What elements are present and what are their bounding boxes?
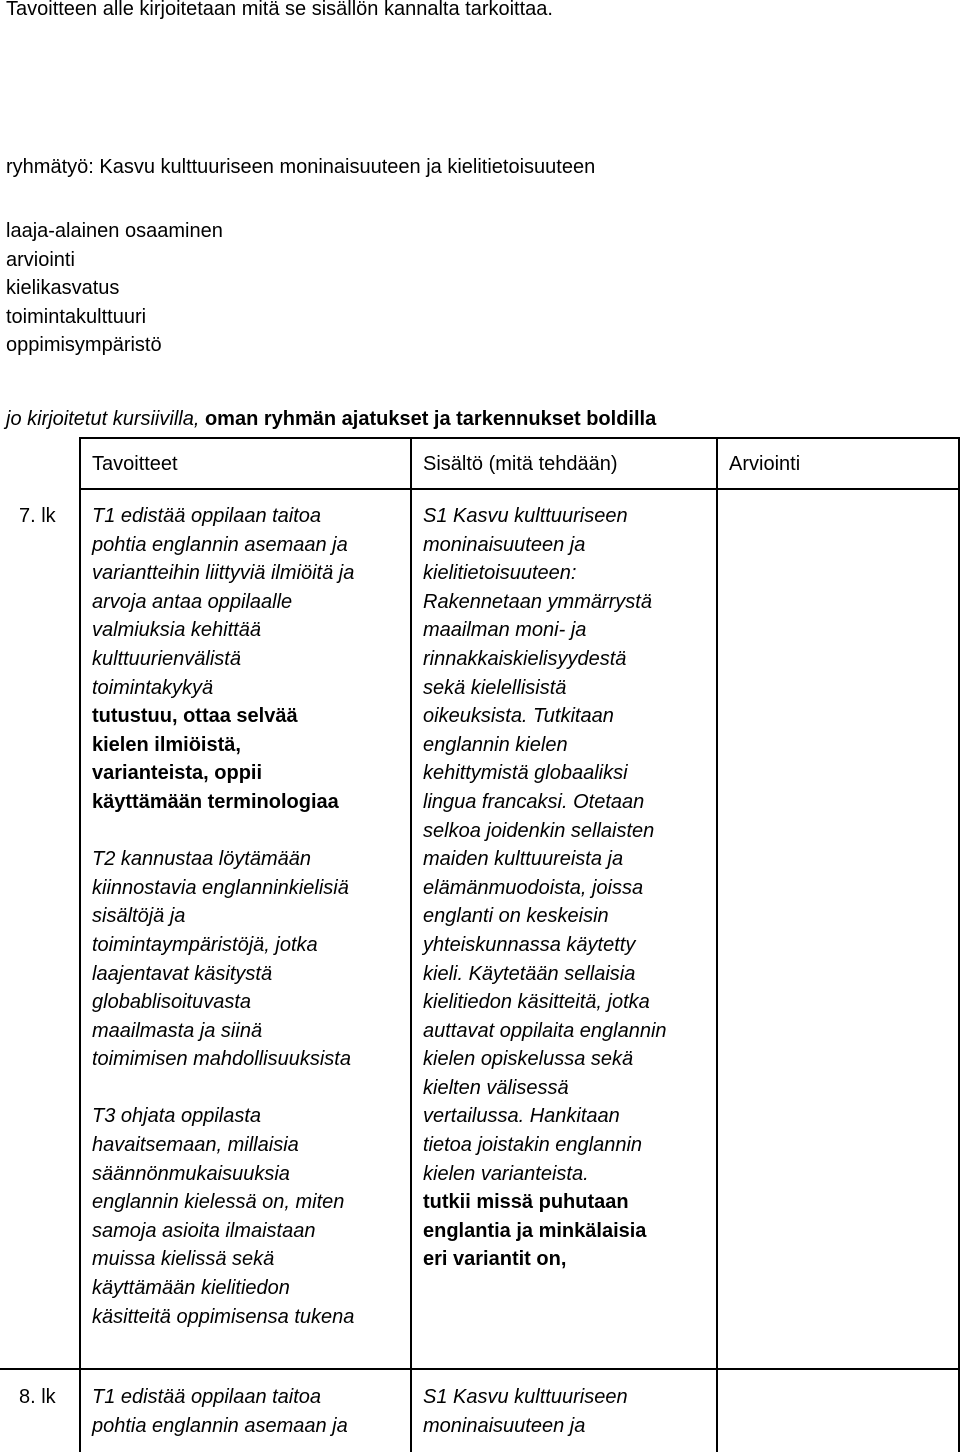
cell-line: käsitteitä oppimisensa tukena — [92, 1305, 355, 1328]
cell-line: moninaisuuteen ja — [423, 533, 586, 556]
cell-line: varianteista, oppii — [92, 762, 263, 785]
paragraph-gap — [92, 817, 354, 846]
keyword-item: arviointi — [6, 248, 75, 271]
cell-line: toimintaympäristöjä, jotka — [92, 933, 318, 956]
keyword-list — [6, 217, 223, 360]
cell-line: englannin kielen — [423, 733, 568, 756]
cell-line: moninaisuuteen ja — [423, 1414, 586, 1437]
cell-line: kulttuurienvälistä — [92, 647, 241, 670]
cell-line: oikeuksista. Tutkitaan — [423, 705, 614, 728]
row7-goals — [92, 502, 354, 1331]
cell-line: kielten välisessä — [423, 1076, 569, 1099]
cell-line: tutkii missä puhutaan — [423, 1191, 629, 1214]
cell-line: valmiuksia kehittää — [92, 619, 261, 642]
table-border-row-divider — [0, 1368, 960, 1370]
cell-line: maailman moni- ja — [423, 619, 587, 642]
cell-line: kielitiedon käsitteitä, jotka — [423, 991, 650, 1014]
cell-line: elämänmuodoista, joissa — [423, 876, 644, 899]
cell-line: havaitsemaan, millaisia — [92, 1134, 299, 1157]
intro-text: Tavoitteen alle kirjoitetaan mitä se sisällön kannalta tarkoittaa. — [6, 0, 553, 20]
cell-line: englantia ja minkälaisia — [423, 1219, 647, 1242]
cell-line: englanti on keskeisin — [423, 905, 609, 928]
cell-line: kielen varianteista. — [423, 1162, 589, 1185]
cell-line: auttavat oppilaita englannin — [423, 1019, 667, 1042]
cell-line: maailmasta ja siinä — [92, 1019, 263, 1042]
keyword-item: kielikasvatus — [6, 277, 120, 300]
cell-line: pohtia englannin asemaan ja — [92, 533, 348, 556]
cell-line: käyttämään terminologiaa — [92, 790, 339, 813]
cell-line: toimintakykyä — [92, 676, 214, 699]
cell-line: kiinnostavia englanninkielisiä — [92, 876, 349, 899]
cell-line: S1 Kasvu kulttuuriseen — [423, 505, 628, 527]
row-grade-7: 7. lk — [19, 505, 56, 527]
row-grade-8: 8. lk — [19, 1386, 56, 1408]
cell-line: T2 kannustaa löytämään — [92, 848, 312, 871]
note-italic: jo kirjoitetut kursiivilla, — [6, 408, 200, 430]
cell-line: kieli. Käytetään sellaisia — [423, 962, 636, 985]
cell-line: englannin kielessä on, miten — [92, 1191, 345, 1214]
row8-goals — [92, 1383, 348, 1440]
cell-line: kielitietoisuuteen: — [423, 562, 577, 585]
cell-line: vertailussa. Hankitaan — [423, 1105, 620, 1128]
cell-line: T1 edistää oppilaan taitoa — [92, 505, 322, 527]
cell-line: lingua francaksi. Otetaan — [423, 790, 645, 813]
row8-content — [423, 1383, 628, 1440]
paragraph-gap — [92, 1074, 354, 1103]
cell-line: arvoja antaa oppilaalle — [92, 590, 293, 613]
cell-line: variantteihin liittyviä ilmiöitä ja — [92, 562, 355, 585]
cell-line: eri variantit on, — [423, 1248, 567, 1271]
cell-line: selkoa joidenkin sellaisten — [423, 819, 655, 842]
cell-line: laajentavat käsitystä — [92, 962, 273, 985]
cell-line: kehittymistä globaaliksi — [423, 762, 628, 785]
cell-line: muissa kielissä sekä — [92, 1248, 275, 1271]
cell-line: yhteiskunnassa käytetty — [423, 933, 636, 956]
row7-content — [423, 502, 667, 1274]
cell-line: kielen opiskelussa sekä — [423, 1048, 634, 1071]
cell-line: tietoa joistakin englannin — [423, 1134, 643, 1157]
cell-line: kielen ilmiöistä, — [92, 733, 241, 756]
table-border-header-bottom — [80, 488, 960, 490]
group-heading: ryhmätyö: Kasvu kulttuuriseen moninaisuuteen ja kielitietoisuuteen — [6, 156, 596, 178]
formatting-note — [6, 405, 656, 434]
cell-line: toimimisen mahdollisuuksista — [92, 1048, 351, 1071]
cell-line: Rakennetaan ymmärrystä — [423, 590, 652, 613]
cell-line: samoja asioita ilmaistaan — [92, 1219, 316, 1242]
cell-line: rinnakkaiskielisyydestä — [423, 647, 627, 670]
cell-line: säännönmukaisuuksia — [92, 1162, 290, 1185]
header-goals: Tavoitteet — [92, 453, 178, 475]
keyword-item: toimintakulttuuri — [6, 305, 147, 328]
cell-line: T1 edistää oppilaan taitoa — [92, 1386, 322, 1408]
cell-line: sekä kielellisistä — [423, 676, 567, 699]
header-assessment: Arviointi — [729, 453, 801, 475]
keyword-item: oppimisympäristö — [6, 334, 162, 357]
cell-line: sisältöjä ja — [92, 905, 186, 928]
cell-line: globablisoituvasta — [92, 991, 251, 1014]
cell-line: pohtia englannin asemaan ja — [92, 1414, 348, 1437]
cell-line: käyttämään kielitiedon — [92, 1277, 290, 1300]
keyword-item: laaja-alainen osaaminen — [6, 220, 223, 242]
table-border-top — [80, 437, 960, 439]
table-col-line-3 — [716, 437, 718, 1452]
cell-line: T3 ohjata oppilasta — [92, 1105, 262, 1128]
cell-line: tutustuu, ottaa selvää — [92, 705, 298, 728]
header-content: Sisältö (mitä tehdään) — [423, 453, 618, 475]
note-bold: oman ryhmän ajatukset ja tarkennukset boldilla — [199, 408, 657, 430]
table-col-line-1 — [79, 437, 81, 1452]
cell-line: S1 Kasvu kulttuuriseen — [423, 1386, 628, 1408]
table-col-line-2 — [410, 437, 412, 1452]
cell-line: maiden kulttuureista ja — [423, 848, 624, 871]
